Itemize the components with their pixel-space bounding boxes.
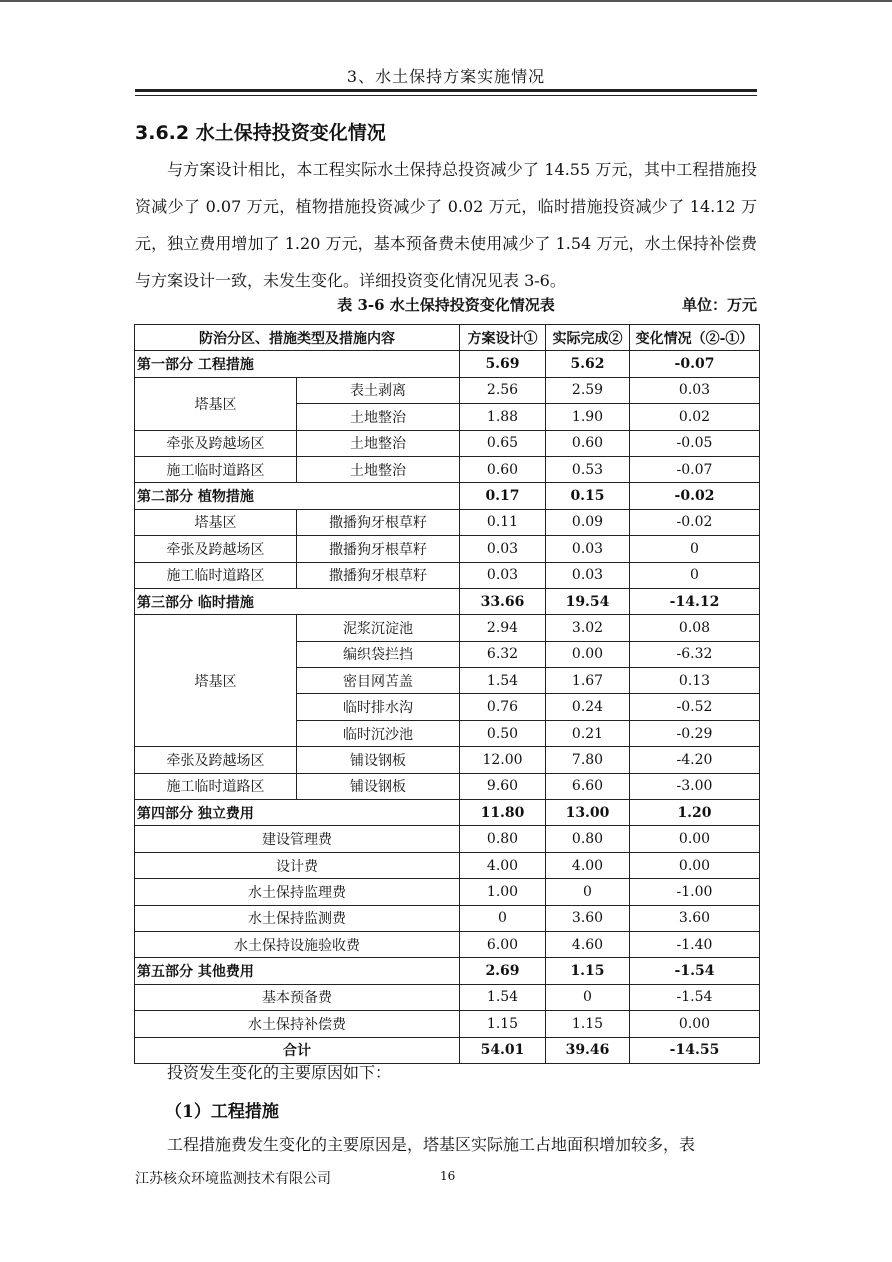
cell-actual: 0.09 (546, 509, 630, 535)
cell-measure: 铺设钢板 (297, 747, 460, 773)
part-title: 第三部分 临时措施 (135, 588, 460, 614)
cell-actual: 6.60 (546, 773, 630, 799)
cell-change: -0.02 (630, 509, 760, 535)
table-row (135, 984, 760, 1010)
cell-actual: 4.00 (546, 852, 630, 878)
table-row (135, 879, 760, 905)
cell-actual: 13.00 (546, 800, 630, 826)
table-row (135, 562, 760, 588)
cell-actual: 0.00 (546, 641, 630, 667)
table-row (135, 826, 760, 852)
cell-measure: 土地整治 (297, 456, 460, 482)
cell-design: 0.80 (460, 826, 546, 852)
cell-design: 12.00 (460, 747, 546, 773)
cell-actual: 0.15 (546, 483, 630, 509)
cell-actual: 0.03 (546, 536, 630, 562)
cell-actual: 0.24 (546, 694, 630, 720)
section-heading: 3.6.2 水土保持投资变化情况 (135, 122, 386, 144)
cell-actual: 1.67 (546, 668, 630, 694)
cell-zone: 施工临时道路区 (135, 562, 297, 588)
cell-change: 0 (630, 562, 760, 588)
cell-actual: 0.60 (546, 430, 630, 456)
cell-design: 54.01 (460, 1037, 546, 1063)
total-label: 合计 (135, 1037, 460, 1063)
cell-design: 0.03 (460, 562, 546, 588)
cell-item: 水土保持补偿费 (135, 1011, 460, 1037)
table-row (135, 430, 760, 456)
page-number: 16 (440, 1169, 456, 1183)
cell-actual: 3.60 (546, 905, 630, 931)
cell-zone: 牵张及跨越场区 (135, 536, 297, 562)
table-row (135, 615, 760, 641)
cell-item: 水土保持设施验收费 (135, 931, 460, 957)
cell-actual: 4.60 (546, 931, 630, 957)
header-design: 方案设计① (460, 325, 546, 351)
cell-change: -1.40 (630, 931, 760, 957)
part-row (135, 351, 760, 377)
cell-actual: 2.59 (546, 377, 630, 403)
header-rule-thin (135, 95, 757, 96)
part-row (135, 958, 760, 984)
cell-design: 9.60 (460, 773, 546, 799)
cell-design: 0.50 (460, 720, 546, 746)
cell-design: 1.54 (460, 984, 546, 1010)
table-header-row (135, 325, 760, 351)
table-row (135, 536, 760, 562)
cell-design: 6.00 (460, 931, 546, 957)
page-top-border (0, 0, 892, 2)
cell-change: -14.12 (630, 588, 760, 614)
cell-change: -0.52 (630, 694, 760, 720)
cell-design: 4.00 (460, 852, 546, 878)
cell-design: 11.80 (460, 800, 546, 826)
cell-actual: 7.80 (546, 747, 630, 773)
part-row (135, 483, 760, 509)
table-row (135, 377, 760, 403)
cell-measure: 土地整治 (297, 404, 460, 430)
cell-measure: 密目网苫盖 (297, 668, 460, 694)
table-row (135, 509, 760, 535)
cell-measure: 临时排水沟 (297, 694, 460, 720)
cell-actual: 1.15 (546, 958, 630, 984)
footer-company: 江苏核众环境监测技术有限公司 (135, 1171, 331, 1187)
body-paragraph: 与方案设计相比，本工程实际水土保持总投资减少了 14.55 万元，其中工程措施投资减少了 0.07 万元，植物措施投资减少了 0.02 万元，临时措施投资减少了 14.12 万元，独立费用增加了 1.20 万元，基本预备费未使用减少了 1.54 万元，水土保持补偿费与方案设计一致，未发生变化。详细投资变化情况见表 3-6。 (135, 160, 757, 290)
cell-actual: 0 (546, 984, 630, 1010)
cell-design: 1.54 (460, 668, 546, 694)
cell-change: -1.54 (630, 984, 760, 1010)
cell-actual: 0.03 (546, 562, 630, 588)
table-row (135, 456, 760, 482)
cell-zone: 牵张及跨越场区 (135, 430, 297, 456)
cell-design: 6.32 (460, 641, 546, 667)
table-row (135, 931, 760, 957)
cell-measure: 土地整治 (297, 430, 460, 456)
cell-change: -0.29 (630, 720, 760, 746)
part-title: 第四部分 独立费用 (135, 800, 460, 826)
cell-actual: 19.54 (546, 588, 630, 614)
part-row (135, 588, 760, 614)
cell-actual: 0.80 (546, 826, 630, 852)
cell-design: 1.00 (460, 879, 546, 905)
cell-actual: 3.02 (546, 615, 630, 641)
cell-measure: 撒播狗牙根草籽 (297, 536, 460, 562)
subheading: （1）工程措施 (165, 1102, 279, 1122)
table-row (135, 747, 760, 773)
cell-design: 1.88 (460, 404, 546, 430)
cell-design: 5.69 (460, 351, 546, 377)
cell-design: 0.76 (460, 694, 546, 720)
cell-change: 3.60 (630, 905, 760, 931)
cell-measure: 撒播狗牙根草籽 (297, 562, 460, 588)
cell-item: 水土保持监理费 (135, 879, 460, 905)
cell-design: 2.56 (460, 377, 546, 403)
running-header: 3、水土保持方案实施情况 (346, 67, 546, 86)
cell-change: -14.55 (630, 1037, 760, 1063)
reasons-intro: 投资发生变化的主要原因如下： (167, 1063, 392, 1082)
cell-actual: 39.46 (546, 1037, 630, 1063)
header-item: 防治分区、措施类型及措施内容 (135, 325, 460, 351)
cell-zone: 施工临时道路区 (135, 773, 297, 799)
table-row (135, 1011, 760, 1037)
cell-actual: 0.21 (546, 720, 630, 746)
cell-item: 建设管理费 (135, 826, 460, 852)
cell-item: 设计费 (135, 852, 460, 878)
cell-measure: 撒播狗牙根草籽 (297, 509, 460, 535)
cell-change: -6.32 (630, 641, 760, 667)
cell-zone: 施工临时道路区 (135, 456, 297, 482)
cell-change: -3.00 (630, 773, 760, 799)
cell-change: -0.05 (630, 430, 760, 456)
cell-measure: 泥浆沉淀池 (297, 615, 460, 641)
cell-change: 0.03 (630, 377, 760, 403)
cell-change: -1.00 (630, 879, 760, 905)
cell-measure: 临时沉沙池 (297, 720, 460, 746)
cell-change: -0.02 (630, 483, 760, 509)
cell-change: 0.00 (630, 852, 760, 878)
cell-change: -1.54 (630, 958, 760, 984)
cell-change: -0.07 (630, 351, 760, 377)
reason-paragraph: 工程措施费发生变化的主要原因是，塔基区实际施工占地面积增加较多，表 (167, 1135, 696, 1154)
table-row (135, 905, 760, 931)
cell-actual: 1.15 (546, 1011, 630, 1037)
cell-measure: 编织袋拦挡 (297, 641, 460, 667)
cell-zone: 塔基区 (135, 377, 297, 430)
header-rule (135, 89, 757, 92)
cell-item: 基本预备费 (135, 984, 460, 1010)
table-row (135, 852, 760, 878)
cell-design: 0.03 (460, 536, 546, 562)
part-row (135, 800, 760, 826)
cell-actual: 5.62 (546, 351, 630, 377)
table-unit: 单位：万元 (681, 296, 757, 314)
cell-design: 0.17 (460, 483, 546, 509)
cell-zone: 塔基区 (135, 509, 297, 535)
cell-measure: 铺设钢板 (297, 773, 460, 799)
header-change: 变化情况（②-①） (630, 325, 760, 351)
cell-design: 0.60 (460, 456, 546, 482)
cell-design: 1.15 (460, 1011, 546, 1037)
cell-change: 0.08 (630, 615, 760, 641)
cell-change: -4.20 (630, 747, 760, 773)
cell-actual: 0 (546, 879, 630, 905)
cell-design: 0 (460, 905, 546, 931)
investment-change-table (134, 324, 760, 1064)
cell-design: 0.65 (460, 430, 546, 456)
part-title: 第一部分 工程措施 (135, 351, 460, 377)
cell-change: 0.00 (630, 826, 760, 852)
cell-change: 0.02 (630, 404, 760, 430)
cell-design: 0.11 (460, 509, 546, 535)
cell-measure: 表土剥离 (297, 377, 460, 403)
part-title: 第二部分 植物措施 (135, 483, 460, 509)
cell-actual: 0.53 (546, 456, 630, 482)
cell-item: 水土保持监测费 (135, 905, 460, 931)
cell-design: 2.94 (460, 615, 546, 641)
cell-change: 0.13 (630, 668, 760, 694)
part-title: 第五部分 其他费用 (135, 958, 460, 984)
cell-zone: 牵张及跨越场区 (135, 747, 297, 773)
cell-design: 33.66 (460, 588, 546, 614)
table-row (135, 773, 760, 799)
header-actual: 实际完成② (546, 325, 630, 351)
table-title: 表 3-6 水土保持投资变化情况表 (337, 296, 555, 314)
cell-design: 2.69 (460, 958, 546, 984)
cell-zone: 塔基区 (135, 615, 297, 747)
cell-change: 1.20 (630, 800, 760, 826)
cell-change: 0 (630, 536, 760, 562)
cell-actual: 1.90 (546, 404, 630, 430)
cell-change: 0.00 (630, 1011, 760, 1037)
cell-change: -0.07 (630, 456, 760, 482)
